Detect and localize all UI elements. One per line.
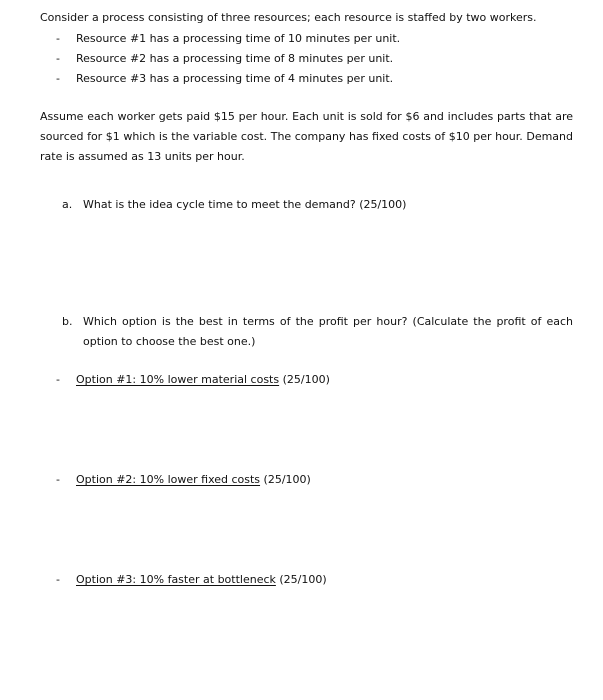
option-3-score: (25/100) xyxy=(279,573,327,586)
resource-1-text: Resource #1 has a processing time of 10 minutes per unit. xyxy=(76,32,401,45)
option-1-dash: - xyxy=(56,373,60,386)
resource-2-text: Resource #2 has a processing time of 8 minutes per unit. xyxy=(76,52,394,65)
option-3-name: Option #3: 10% faster at bottleneck xyxy=(76,573,276,586)
option-2-score: (25/100) xyxy=(263,473,311,486)
option-1-score: (25/100) xyxy=(282,373,330,386)
option-1-name: Option #1: 10% lower material costs xyxy=(76,373,280,386)
resource-2-dash: - xyxy=(56,52,60,65)
assumptions-paragraph: Assume each worker gets paid $15 per hour. Each unit is sold for $6 and includes parts that are sourced for $1 which is the variable cost. The company has fixed costs of $10 per hour. Demand rate is assumed as 13 units per hour. xyxy=(40,110,573,163)
question-b-label: b. xyxy=(62,315,73,328)
option-1 xyxy=(76,373,330,386)
question-a-label: a. xyxy=(62,198,73,211)
question-a-text: What is the idea cycle time to meet the demand? (25/100) xyxy=(83,198,407,211)
question-b-text: Which option is the best in terms of the profit per hour? (Calculate the profit of each option to choose the best one.) xyxy=(83,315,573,348)
resource-3-text: Resource #3 has a processing time of 4 minutes per unit. xyxy=(76,72,394,85)
option-2-name: Option #2: 10% lower fixed costs xyxy=(76,473,261,486)
resource-3-dash: - xyxy=(56,72,60,85)
option-2-dash: - xyxy=(56,473,60,486)
resource-1-dash: - xyxy=(56,32,60,45)
intro-text: Consider a process consisting of three resources; each resource is staffed by two workers. xyxy=(40,11,537,24)
option-3-dash: - xyxy=(56,573,60,586)
option-2 xyxy=(76,473,311,486)
option-3 xyxy=(76,573,327,586)
